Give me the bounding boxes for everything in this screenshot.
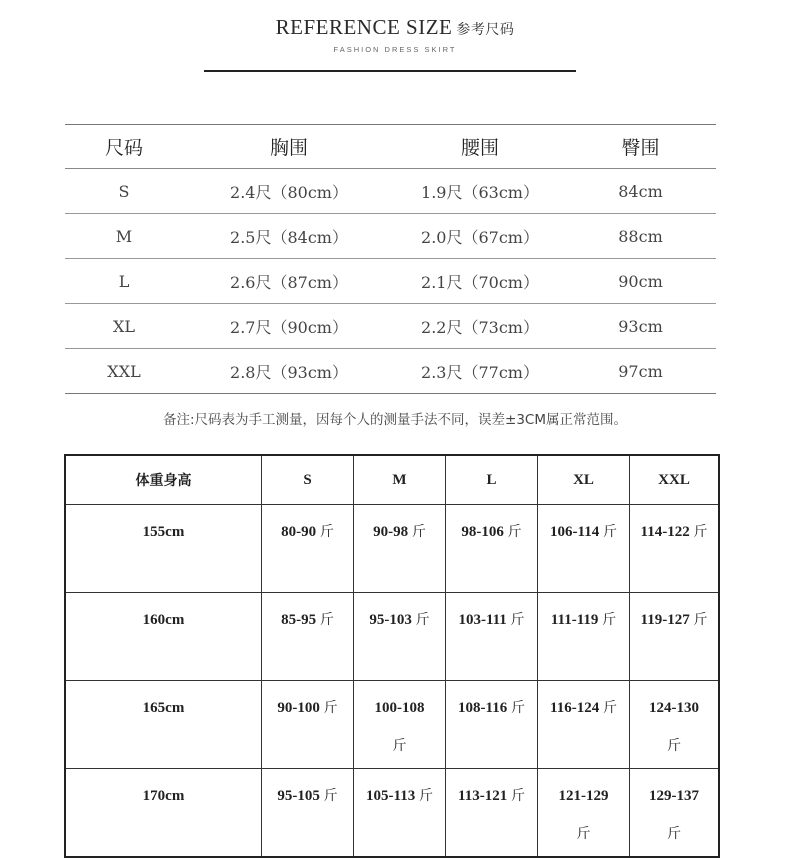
weight-unit: 斤 <box>602 612 617 628</box>
weight-range: 85-95 <box>281 612 317 628</box>
header-divider <box>204 70 576 72</box>
weight-unit: 斤 <box>667 738 681 754</box>
weight-range: 105-113 <box>366 788 416 804</box>
size-cell: XL <box>65 304 183 349</box>
weight-cell <box>446 505 538 593</box>
bust-cell: 2.7尺（90cm） <box>183 304 395 349</box>
weight-unit: 斤 <box>510 700 525 716</box>
weight-cell <box>262 505 354 593</box>
corner-header: 体重身高 <box>65 455 262 505</box>
bust-cell: 2.4尺（80cm） <box>183 169 395 214</box>
weight-range: 116-124 <box>550 700 600 716</box>
waist-cell: 1.9尺（63cm） <box>395 169 565 214</box>
weight-cell <box>538 769 630 858</box>
weight-range: 106-114 <box>550 524 600 540</box>
weight-cell <box>262 593 354 681</box>
weight-cell <box>446 681 538 769</box>
weight-range: 114-122 <box>640 524 690 540</box>
col-header-bust: 胸围 <box>183 125 395 169</box>
weight-range: 90-98 <box>373 524 409 540</box>
waist-cell: 2.2尺（73cm） <box>395 304 565 349</box>
height-cell: 165cm <box>65 681 262 769</box>
weight-cell <box>538 681 630 769</box>
weight-range: 113-121 <box>458 788 508 804</box>
weight-unit: 斤 <box>510 612 525 628</box>
col-header-waist: 腰围 <box>395 125 565 169</box>
weight-unit: 斤 <box>392 738 407 754</box>
col-header-hip: 臀围 <box>565 125 716 169</box>
weight-cell <box>446 769 538 858</box>
weight-range: 100-108 <box>374 700 425 716</box>
weight-cell <box>354 769 446 858</box>
height-cell: 170cm <box>65 769 262 858</box>
weight-unit: 斤 <box>323 788 338 804</box>
bust-cell: 2.5尺（84cm） <box>183 214 395 259</box>
weight-range: 111-119 <box>550 612 599 628</box>
hip-cell: 88cm <box>565 214 716 259</box>
weight-cell <box>630 505 720 593</box>
weight-cell <box>354 505 446 593</box>
waist-cell: 2.1尺（70cm） <box>395 259 565 304</box>
weight-range: 98-106 <box>461 524 504 540</box>
size-chart-table <box>65 124 716 394</box>
weight-unit: 斤 <box>319 612 334 628</box>
hip-cell: 97cm <box>565 349 716 394</box>
weight-range: 124-130 <box>649 700 699 716</box>
page-title-en: REFERENCE SIZE <box>275 15 453 39</box>
weight-range: 80-90 <box>281 524 317 540</box>
weight-range: 108-116 <box>458 700 508 716</box>
weight-cell <box>630 593 720 681</box>
col-header-m: M <box>354 455 446 505</box>
weight-unit: 斤 <box>602 700 617 716</box>
page-title-cn: 参考尺码 <box>456 22 515 38</box>
weight-unit: 斤 <box>418 788 433 804</box>
weight-range: 95-103 <box>369 612 412 628</box>
col-header-size: 尺码 <box>65 125 183 169</box>
weight-cell <box>630 769 720 858</box>
table-row <box>65 304 716 349</box>
table-row <box>65 769 719 858</box>
waist-cell: 2.3尺（77cm） <box>395 349 565 394</box>
table-row <box>65 505 719 593</box>
table-row <box>65 169 716 214</box>
col-header-s: S <box>262 455 354 505</box>
weight-unit: 斤 <box>576 826 591 842</box>
weight-range: 103-111 <box>458 612 507 628</box>
weight-range: 121-129 <box>558 788 609 804</box>
weight-unit: 斤 <box>510 788 525 804</box>
weight-cell <box>538 593 630 681</box>
waist-cell: 2.0尺（67cm） <box>395 214 565 259</box>
table-row <box>65 259 716 304</box>
weight-unit: 斤 <box>507 524 522 540</box>
height-cell: 160cm <box>65 593 262 681</box>
weight-unit: 斤 <box>411 524 426 540</box>
weight-height-table <box>64 454 720 858</box>
measurement-note: 备注:尺码表为手工测量，因每个人的测量手法不同，误差±3CM属正常范围。 <box>162 412 628 428</box>
bust-cell: 2.6尺（87cm） <box>183 259 395 304</box>
hip-cell: 90cm <box>565 259 716 304</box>
col-header-xl: XL <box>538 455 630 505</box>
weight-cell <box>538 505 630 593</box>
size-chart-header-row <box>65 125 716 169</box>
col-header-xxl: XXL <box>630 455 720 505</box>
weight-unit: 斤 <box>323 700 338 716</box>
weight-cell <box>354 593 446 681</box>
weight-cell <box>630 681 720 769</box>
weight-range: 129-137 <box>649 788 699 804</box>
weight-unit: 斤 <box>693 612 708 628</box>
table-row <box>65 349 716 394</box>
size-cell: S <box>65 169 183 214</box>
height-cell: 155cm <box>65 505 262 593</box>
page-subtitle: FASHION DRESS SKIRT <box>333 45 457 54</box>
bust-cell: 2.8尺（93cm） <box>183 349 395 394</box>
table-row <box>65 681 719 769</box>
weight-range: 90-100 <box>277 700 320 716</box>
size-cell: L <box>65 259 183 304</box>
weight-unit: 斤 <box>415 612 430 628</box>
hip-cell: 84cm <box>565 169 716 214</box>
weight-unit: 斤 <box>693 524 708 540</box>
weight-unit: 斤 <box>602 524 617 540</box>
weight-cell <box>354 681 446 769</box>
weight-unit: 斤 <box>667 826 681 842</box>
size-cell: M <box>65 214 183 259</box>
table-row <box>65 593 719 681</box>
weight-cell <box>262 681 354 769</box>
weight-cell <box>446 593 538 681</box>
page-title <box>0 14 790 43</box>
size-cell: XXL <box>65 349 183 394</box>
weight-unit: 斤 <box>319 524 334 540</box>
weight-range: 119-127 <box>640 612 690 628</box>
hip-cell: 93cm <box>565 304 716 349</box>
table-row <box>65 214 716 259</box>
weight-cell <box>262 769 354 858</box>
weight-table-header-row <box>65 455 719 505</box>
col-header-l: L <box>446 455 538 505</box>
page-header <box>0 14 790 54</box>
weight-range: 95-105 <box>277 788 320 804</box>
